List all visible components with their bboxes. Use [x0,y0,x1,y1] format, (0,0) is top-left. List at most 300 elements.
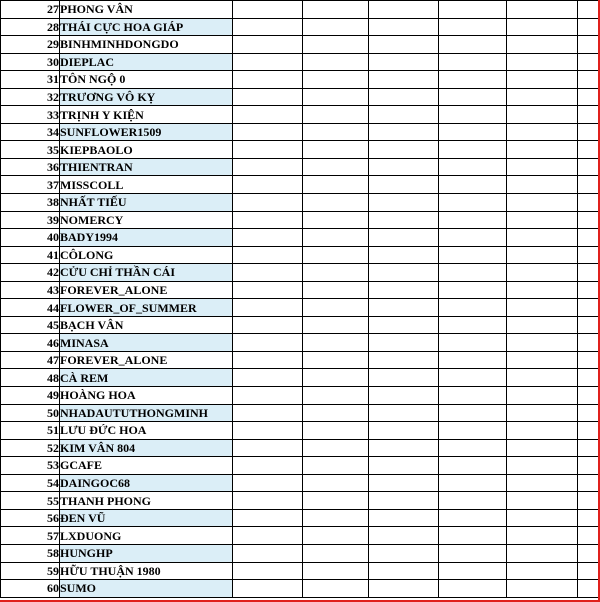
empty-cell[interactable] [578,53,599,71]
empty-cell[interactable] [578,246,599,264]
table-row [1,229,599,247]
player-name-cell[interactable]: FOREVER_ALONE [60,281,233,299]
table-row [1,36,599,54]
empty-cell[interactable] [303,36,369,54]
empty-cell[interactable] [303,281,369,299]
empty-cell[interactable] [233,194,303,212]
empty-cell[interactable] [233,439,303,457]
empty-cell[interactable] [233,18,303,36]
row-number-cell[interactable]: 54 [1,474,60,492]
row-number-cell[interactable]: 32 [1,88,60,106]
empty-cell[interactable] [369,334,439,352]
empty-cell[interactable] [507,387,578,405]
empty-cell[interactable] [439,457,507,475]
row-number-cell[interactable]: 30 [1,53,60,71]
row-number-cell[interactable]: 38 [1,194,60,212]
empty-cell[interactable] [507,176,578,194]
empty-cell[interactable] [303,158,369,176]
empty-cell[interactable] [233,316,303,334]
empty-cell[interactable] [439,246,507,264]
empty-cell[interactable] [507,211,578,229]
player-name-cell[interactable]: TRƯƠNG VÔ KỴ [60,88,233,106]
player-name-cell[interactable]: GCAFE [60,457,233,475]
empty-cell[interactable] [233,158,303,176]
empty-cell[interactable] [303,492,369,510]
player-name-cell[interactable]: TRỊNH Y KIỆN [60,106,233,124]
player-name-cell[interactable]: TÔN NGỘ 0 [60,71,233,89]
empty-cell[interactable] [439,439,507,457]
empty-cell[interactable] [439,562,507,580]
table-row [1,211,599,229]
empty-cell[interactable] [369,71,439,89]
empty-cell[interactable] [507,53,578,71]
row-number-cell[interactable]: 48 [1,369,60,387]
empty-cell[interactable] [233,509,303,527]
empty-cell[interactable] [233,351,303,369]
player-name-cell[interactable]: FOREVER_ALONE [60,351,233,369]
player-name-cell[interactable]: THÁI CỰC HOA GIÁP [60,18,233,36]
table-row [1,562,599,580]
empty-cell[interactable] [439,194,507,212]
row-number-cell[interactable]: 45 [1,316,60,334]
table-row [1,509,599,527]
empty-cell[interactable] [303,299,369,317]
empty-cell[interactable] [507,36,578,54]
empty-cell[interactable] [303,106,369,124]
table-row [1,334,599,352]
empty-cell[interactable] [439,88,507,106]
player-name-cell[interactable]: DIEPLAC [60,53,233,71]
empty-cell[interactable] [507,474,578,492]
empty-cell[interactable] [233,211,303,229]
empty-cell[interactable] [439,422,507,440]
empty-cell[interactable] [578,544,599,562]
empty-cell[interactable] [578,18,599,36]
empty-cell[interactable] [303,527,369,545]
empty-cell[interactable] [303,474,369,492]
empty-cell[interactable] [369,264,439,282]
empty-cell[interactable] [439,281,507,299]
empty-cell[interactable] [439,141,507,159]
table-row [1,422,599,440]
row-number-cell[interactable]: 47 [1,351,60,369]
player-name-cell[interactable]: KIM VÂN 804 [60,439,233,457]
empty-cell[interactable] [578,36,599,54]
row-number-cell[interactable]: 51 [1,422,60,440]
table-row [1,580,599,598]
empty-cell[interactable] [369,106,439,124]
empty-cell[interactable] [578,316,599,334]
empty-cell[interactable] [369,509,439,527]
table-row [1,246,599,264]
empty-cell[interactable] [303,387,369,405]
empty-cell[interactable] [369,492,439,510]
empty-cell[interactable] [369,299,439,317]
empty-cell[interactable] [439,18,507,36]
player-name-cell[interactable]: HỮU THUẬN 1980 [60,562,233,580]
empty-cell[interactable] [507,509,578,527]
empty-cell[interactable] [303,229,369,247]
row-number-cell[interactable]: 60 [1,580,60,598]
empty-cell[interactable] [578,229,599,247]
empty-cell[interactable] [303,316,369,334]
player-name-cell[interactable]: HUNGHP [60,544,233,562]
empty-cell[interactable] [578,422,599,440]
empty-cell[interactable] [439,387,507,405]
empty-cell[interactable] [303,264,369,282]
table-row [1,457,599,475]
empty-cell[interactable] [369,404,439,422]
empty-cell[interactable] [507,158,578,176]
empty-cell[interactable] [303,246,369,264]
row-number-cell[interactable]: 46 [1,334,60,352]
player-name-cell[interactable]: MISSCOLL [60,176,233,194]
player-name-cell[interactable]: SUMO [60,580,233,598]
empty-cell[interactable] [578,580,599,598]
empty-cell[interactable] [369,387,439,405]
empty-cell[interactable] [233,36,303,54]
empty-cell[interactable] [578,264,599,282]
empty-cell[interactable] [369,562,439,580]
empty-cell[interactable] [369,194,439,212]
row-number-cell[interactable]: 35 [1,141,60,159]
empty-cell[interactable] [439,211,507,229]
empty-cell[interactable] [578,351,599,369]
empty-cell[interactable] [578,369,599,387]
empty-cell[interactable] [369,281,439,299]
row-number-cell[interactable]: 55 [1,492,60,510]
empty-cell[interactable] [233,141,303,159]
player-name-cell[interactable]: LXDUONG [60,527,233,545]
player-name-cell[interactable]: FLOWER_OF_SUMMER [60,299,233,317]
empty-cell[interactable] [233,123,303,141]
empty-cell[interactable] [369,246,439,264]
player-name-cell[interactable]: BADY1994 [60,229,233,247]
empty-cell[interactable] [439,71,507,89]
empty-cell[interactable] [507,369,578,387]
empty-cell[interactable] [233,387,303,405]
empty-cell[interactable] [369,141,439,159]
empty-cell[interactable] [439,369,507,387]
empty-cell[interactable] [303,71,369,89]
empty-cell[interactable] [369,1,439,19]
empty-cell[interactable] [439,474,507,492]
row-number-cell[interactable]: 43 [1,281,60,299]
row-number-cell[interactable]: 52 [1,439,60,457]
empty-cell[interactable] [233,246,303,264]
row-number-cell[interactable]: 37 [1,176,60,194]
empty-cell[interactable] [578,71,599,89]
table-row [1,369,599,387]
empty-cell[interactable] [369,527,439,545]
player-name-cell[interactable]: CÀ REM [60,369,233,387]
row-number-cell[interactable]: 33 [1,106,60,124]
empty-cell[interactable] [233,176,303,194]
empty-cell[interactable] [578,281,599,299]
empty-cell[interactable] [439,404,507,422]
empty-cell[interactable] [303,422,369,440]
player-name-cell[interactable]: SUNFLOWER1509 [60,123,233,141]
empty-cell[interactable] [303,334,369,352]
row-number-cell[interactable]: 36 [1,158,60,176]
player-name-cell[interactable]: PHONG VÂN [60,1,233,19]
empty-cell[interactable] [303,369,369,387]
row-number-cell[interactable]: 28 [1,18,60,36]
empty-cell[interactable] [507,562,578,580]
empty-cell[interactable] [303,141,369,159]
empty-cell[interactable] [578,106,599,124]
empty-cell[interactable] [233,492,303,510]
table-row [1,71,599,89]
empty-cell[interactable] [303,457,369,475]
empty-cell[interactable] [507,492,578,510]
player-name-cell[interactable]: KIEPBAOLO [60,141,233,159]
empty-cell[interactable] [439,544,507,562]
player-name-cell[interactable]: NHADAUTUTHONGMINH [60,404,233,422]
player-name-cell[interactable]: BINHMINHDONGDO [60,36,233,54]
empty-cell[interactable] [369,36,439,54]
empty-cell[interactable] [303,509,369,527]
empty-cell[interactable] [303,544,369,562]
empty-cell[interactable] [369,229,439,247]
empty-cell[interactable] [578,1,599,19]
empty-cell[interactable] [578,509,599,527]
empty-cell[interactable] [578,527,599,545]
player-name-cell[interactable]: BẠCH VÂN [60,316,233,334]
empty-cell[interactable] [439,334,507,352]
row-number-cell[interactable]: 41 [1,246,60,264]
empty-cell[interactable] [369,422,439,440]
empty-cell[interactable] [303,123,369,141]
empty-cell[interactable] [303,18,369,36]
empty-cell[interactable] [369,544,439,562]
player-name-cell[interactable]: NOMERCY [60,211,233,229]
empty-cell[interactable] [369,439,439,457]
empty-cell[interactable] [369,351,439,369]
empty-cell[interactable] [507,351,578,369]
table-row [1,106,599,124]
table-row [1,439,599,457]
empty-cell[interactable] [303,404,369,422]
empty-cell[interactable] [369,369,439,387]
row-number-cell[interactable]: 53 [1,457,60,475]
empty-cell[interactable] [507,88,578,106]
empty-cell[interactable] [507,457,578,475]
empty-cell[interactable] [233,71,303,89]
player-name-cell[interactable]: HOÀNG HOA [60,387,233,405]
empty-cell[interactable] [303,194,369,212]
row-number-cell[interactable]: 31 [1,71,60,89]
row-number-cell[interactable]: 39 [1,211,60,229]
table-row [1,527,599,545]
empty-cell[interactable] [233,88,303,106]
empty-cell[interactable] [303,211,369,229]
empty-cell[interactable] [507,123,578,141]
empty-cell[interactable] [578,387,599,405]
player-name-cell[interactable]: ĐEN VŨ [60,509,233,527]
row-number-cell[interactable]: 27 [1,1,60,19]
empty-cell[interactable] [507,106,578,124]
empty-cell[interactable] [303,351,369,369]
empty-cell[interactable] [369,158,439,176]
empty-cell[interactable] [303,53,369,71]
empty-cell[interactable] [578,439,599,457]
empty-cell[interactable] [233,422,303,440]
row-number-cell[interactable]: 34 [1,123,60,141]
empty-cell[interactable] [507,334,578,352]
empty-cell[interactable] [507,229,578,247]
empty-cell[interactable] [369,316,439,334]
empty-cell[interactable] [507,527,578,545]
table-body [1,1,599,598]
row-number-cell[interactable]: 57 [1,527,60,545]
empty-cell[interactable] [507,422,578,440]
player-name-cell[interactable]: THANH PHONG [60,492,233,510]
empty-cell[interactable] [233,527,303,545]
empty-cell[interactable] [303,439,369,457]
empty-cell[interactable] [439,264,507,282]
empty-cell[interactable] [303,88,369,106]
empty-cell[interactable] [439,527,507,545]
empty-cell[interactable] [439,176,507,194]
table-row [1,281,599,299]
table-row [1,158,599,176]
empty-cell[interactable] [578,334,599,352]
empty-cell[interactable] [233,229,303,247]
empty-cell[interactable] [439,351,507,369]
table-row [1,299,599,317]
empty-cell[interactable] [233,369,303,387]
table-row [1,88,599,106]
table-row [1,123,599,141]
player-name-cell[interactable]: THIENTRAN [60,158,233,176]
empty-cell[interactable] [233,106,303,124]
empty-cell[interactable] [578,158,599,176]
empty-cell[interactable] [303,562,369,580]
empty-cell[interactable] [507,246,578,264]
empty-cell[interactable] [369,123,439,141]
empty-cell[interactable] [369,211,439,229]
row-number-cell[interactable]: 44 [1,299,60,317]
empty-cell[interactable] [507,1,578,19]
empty-cell[interactable] [303,1,369,19]
empty-cell[interactable] [578,562,599,580]
empty-cell[interactable] [233,299,303,317]
player-name-cell[interactable]: LƯU ĐỨC HOA [60,422,233,440]
empty-cell[interactable] [578,457,599,475]
row-number-cell[interactable]: 56 [1,509,60,527]
row-number-cell[interactable]: 59 [1,562,60,580]
empty-cell[interactable] [578,211,599,229]
empty-cell[interactable] [303,580,369,598]
empty-cell[interactable] [439,316,507,334]
empty-cell[interactable] [439,158,507,176]
player-name-cell[interactable]: NHẤT TIẾU [60,194,233,212]
empty-cell[interactable] [507,439,578,457]
empty-cell[interactable] [369,580,439,598]
empty-cell[interactable] [507,299,578,317]
empty-cell[interactable] [233,264,303,282]
empty-cell[interactable] [233,281,303,299]
row-number-cell[interactable]: 58 [1,544,60,562]
table-row [1,264,599,282]
empty-cell[interactable] [369,457,439,475]
empty-cell[interactable] [233,404,303,422]
empty-cell[interactable] [303,176,369,194]
table-row [1,492,599,510]
empty-cell[interactable] [507,316,578,334]
row-number-cell[interactable]: 40 [1,229,60,247]
row-number-cell[interactable]: 50 [1,404,60,422]
empty-cell[interactable] [507,544,578,562]
empty-cell[interactable] [507,281,578,299]
empty-cell[interactable] [439,53,507,71]
empty-cell[interactable] [439,123,507,141]
empty-cell[interactable] [369,18,439,36]
empty-cell[interactable] [507,194,578,212]
empty-cell[interactable] [578,492,599,510]
empty-cell[interactable] [507,18,578,36]
empty-cell[interactable] [578,176,599,194]
empty-cell[interactable] [578,88,599,106]
empty-cell[interactable] [578,299,599,317]
empty-cell[interactable] [233,562,303,580]
empty-cell[interactable] [578,404,599,422]
empty-cell[interactable] [439,492,507,510]
empty-cell[interactable] [369,474,439,492]
row-number-cell[interactable]: 49 [1,387,60,405]
player-name-cell[interactable]: CỬU CHỈ THẦN CÁI [60,264,233,282]
empty-cell[interactable] [439,580,507,598]
table-row [1,404,599,422]
empty-cell[interactable] [439,229,507,247]
empty-cell[interactable] [233,457,303,475]
empty-cell[interactable] [439,36,507,54]
empty-cell[interactable] [233,474,303,492]
player-name-cell[interactable]: DAINGOC68 [60,474,233,492]
empty-cell[interactable] [233,334,303,352]
empty-cell[interactable] [507,264,578,282]
table-row [1,544,599,562]
row-number-cell[interactable]: 42 [1,264,60,282]
empty-cell[interactable] [369,88,439,106]
empty-cell[interactable] [439,1,507,19]
empty-cell[interactable] [369,53,439,71]
empty-cell[interactable] [578,123,599,141]
empty-cell[interactable] [578,141,599,159]
empty-cell[interactable] [439,299,507,317]
empty-cell[interactable] [507,71,578,89]
empty-cell[interactable] [233,544,303,562]
empty-cell[interactable] [233,1,303,19]
player-name-cell[interactable]: CÔLONG [60,246,233,264]
empty-cell[interactable] [578,474,599,492]
empty-cell[interactable] [507,141,578,159]
player-name-cell[interactable]: MINASA [60,334,233,352]
empty-cell[interactable] [233,53,303,71]
empty-cell[interactable] [369,176,439,194]
table-row [1,474,599,492]
empty-cell[interactable] [578,194,599,212]
table-row [1,141,599,159]
empty-cell[interactable] [507,404,578,422]
empty-cell[interactable] [233,580,303,598]
empty-cell[interactable] [507,580,578,598]
table-row [1,18,599,36]
empty-cell[interactable] [439,509,507,527]
row-number-cell[interactable]: 29 [1,36,60,54]
empty-cell[interactable] [439,106,507,124]
